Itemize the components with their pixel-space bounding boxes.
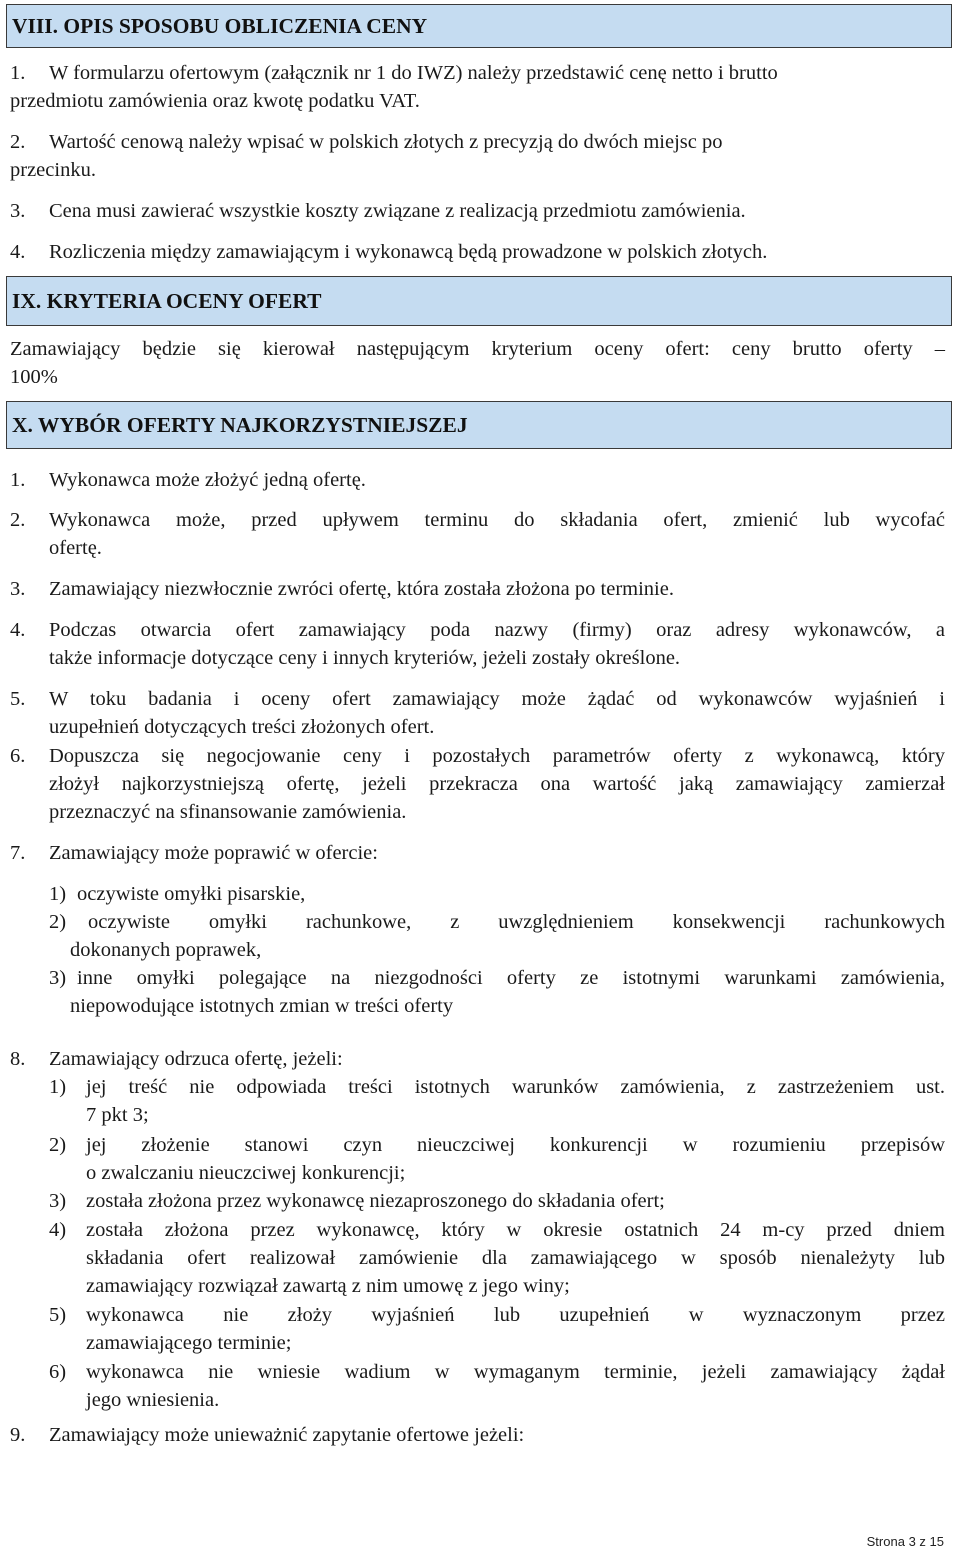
sublist-number: 2) bbox=[49, 911, 67, 933]
footer-prefix: Strona bbox=[866, 1534, 909, 1549]
list-item-text: także informacje dotyczące ceny i innych kryteriów, jeżeli zostały określone. bbox=[49, 647, 681, 669]
sublist-item-text: o zwalczaniu nieuczciwej konkurencji; bbox=[86, 1162, 406, 1184]
list-item-text: Podczas otwarcia ofert zamawiający poda nazwy (firmy) oraz adresy wykonawców, a bbox=[49, 619, 945, 641]
sublist-item-text: oczywiste omyłki rachunkowe, z uwzględnieniem konsekwencji rachunkowych bbox=[88, 911, 945, 933]
list-number: 4. bbox=[10, 619, 26, 641]
sublist-number: 3) bbox=[49, 967, 67, 989]
sublist-item-text: wykonawca nie wniesie wadium w wymaganym terminie, jeżeli zamawiający żądał bbox=[86, 1361, 945, 1383]
list-item-text: przecinku. bbox=[10, 159, 96, 181]
list-item-text: przeznaczyć na sfinansowanie zamówienia. bbox=[49, 801, 407, 823]
sublist-number: 4) bbox=[49, 1219, 67, 1241]
paragraph-line: 100% bbox=[10, 366, 58, 388]
list-item-text: Zamawiający może unieważnić zapytanie ofertowe jeżeli: bbox=[49, 1424, 525, 1446]
sublist-number: 5) bbox=[49, 1304, 67, 1326]
list-item-text: ofertę. bbox=[49, 537, 102, 559]
list-number: 3. bbox=[10, 200, 26, 222]
list-number: 2. bbox=[10, 131, 26, 153]
list-number: 7. bbox=[10, 842, 26, 864]
list-item-text: Zamawiający odrzuca ofertę, jeżeli: bbox=[49, 1048, 343, 1070]
sublist-item-text: zamawiającego terminie; bbox=[86, 1332, 292, 1354]
section-title: VIII. OPIS SPOSOBU OBLICZENIA CENY bbox=[12, 13, 428, 38]
sublist-number: 1) bbox=[49, 1076, 67, 1098]
list-item-text: złożył najkorzystniejszą ofertę, jeżeli przekracza ona wartość jaką zamawiający zamierzał bbox=[49, 773, 945, 795]
section-header-x bbox=[6, 401, 952, 449]
sublist-item-text: została złożona przez wykonawcę, który w okresie ostatnich 24 m-cy przed dniem bbox=[86, 1219, 945, 1241]
list-item-text: Wartość cenową należy wpisać w polskich złotych z precyzją do dwóch miejsc po bbox=[49, 131, 723, 153]
sublist-item-text: dokonanych poprawek, bbox=[70, 939, 262, 961]
sublist-item-text: niepowodujące istotnych zmian w treści oferty bbox=[70, 995, 454, 1017]
list-item-text: Rozliczenia między zamawiającym i wykonawcą będą prowadzone w polskich złotych. bbox=[49, 241, 768, 263]
sublist-number: 6) bbox=[49, 1361, 67, 1383]
list-number: 6. bbox=[10, 745, 26, 767]
list-item-text: uzupełnień dotyczących treści złożonych ofert. bbox=[49, 716, 435, 738]
list-item-text: W formularzu ofertowym (załącznik nr 1 do IWZ) należy przedstawić cenę netto i brutto bbox=[49, 62, 778, 84]
footer-separator: z bbox=[915, 1534, 930, 1549]
list-number: 5. bbox=[10, 688, 26, 710]
list-item-text: Wykonawca może złożyć jedną ofertę. bbox=[49, 469, 366, 491]
list-item-text: przedmiotu zamówienia oraz kwotę podatku VAT. bbox=[10, 90, 420, 112]
sublist-item-text: jego wniesienia. bbox=[86, 1389, 220, 1411]
list-item-text: Zamawiający niezwłocznie zwróci ofertę, która została złożona po terminie. bbox=[49, 578, 674, 600]
footer-page-number: 3 bbox=[908, 1534, 916, 1549]
list-item-text: Cena musi zawierać wszystkie koszty związane z realizacją przedmiotu zamówienia. bbox=[49, 200, 746, 222]
section-title: IX. KRYTERIA OCENY OFERT bbox=[12, 288, 322, 313]
list-number: 8. bbox=[10, 1048, 26, 1070]
list-item-text: Dopuszcza się negocjowanie ceny i pozostałych parametrów oferty z wykonawcą, który bbox=[49, 745, 945, 767]
list-number: 4. bbox=[10, 241, 26, 263]
sublist-item-text: jej złożenie stanowi czyn nieuczciwej konkurencji w rozumieniu przepisów bbox=[86, 1134, 945, 1156]
paragraph-line: Zamawiający będzie się kierował następującym kryterium oceny ofert: ceny brutto oferty – bbox=[10, 338, 945, 360]
list-number: 2. bbox=[10, 509, 26, 531]
sublist-item-text: zamawiający rozwiązał zawartą z nim umowę z jego winy; bbox=[86, 1275, 570, 1297]
section-header-viii bbox=[6, 4, 952, 48]
list-number: 1. bbox=[10, 469, 26, 491]
sublist-item-text: inne omyłki polegające na niezgodności oferty ze istotnymi warunkami zamówienia, bbox=[77, 967, 945, 989]
list-number: 1. bbox=[10, 62, 26, 84]
sublist-number: 2) bbox=[49, 1134, 67, 1156]
list-item-text: W toku badania i oceny ofert zamawiający może żądać od wykonawców wyjaśnień i bbox=[49, 688, 945, 710]
footer-total-pages: 15 bbox=[929, 1534, 944, 1549]
section-title: X. WYBÓR OFERTY NAJKORZYSTNIEJSZEJ bbox=[12, 412, 468, 437]
sublist-item-text: została złożona przez wykonawcę niezaproszonego do składania ofert; bbox=[86, 1190, 665, 1212]
page-footer bbox=[867, 1534, 944, 1549]
list-item-text: Zamawiający może poprawić w ofercie: bbox=[49, 842, 378, 864]
sublist-number: 3) bbox=[49, 1190, 67, 1212]
list-item-text: Wykonawca może, przed upływem terminu do składania ofert, zmienić lub wycofać bbox=[49, 509, 945, 531]
sublist-item-text: jej treść nie odpowiada treści istotnych warunków zamówienia, z zastrzeżeniem ust. bbox=[86, 1076, 945, 1098]
section-header-ix bbox=[6, 276, 952, 326]
sublist-item-text: oczywiste omyłki pisarskie, bbox=[77, 883, 306, 905]
sublist-item-text: składania ofert realizował zamówienie dla zamawiającego w sposób nienależyty lub bbox=[86, 1247, 945, 1269]
sublist-item-text: wykonawca nie złoży wyjaśnień lub uzupełnień w wyznaczonym przez bbox=[86, 1304, 945, 1326]
sublist-item-text: 7 pkt 3; bbox=[86, 1104, 149, 1126]
sublist-number: 1) bbox=[49, 883, 67, 905]
list-number: 9. bbox=[10, 1424, 26, 1446]
list-number: 3. bbox=[10, 578, 26, 600]
